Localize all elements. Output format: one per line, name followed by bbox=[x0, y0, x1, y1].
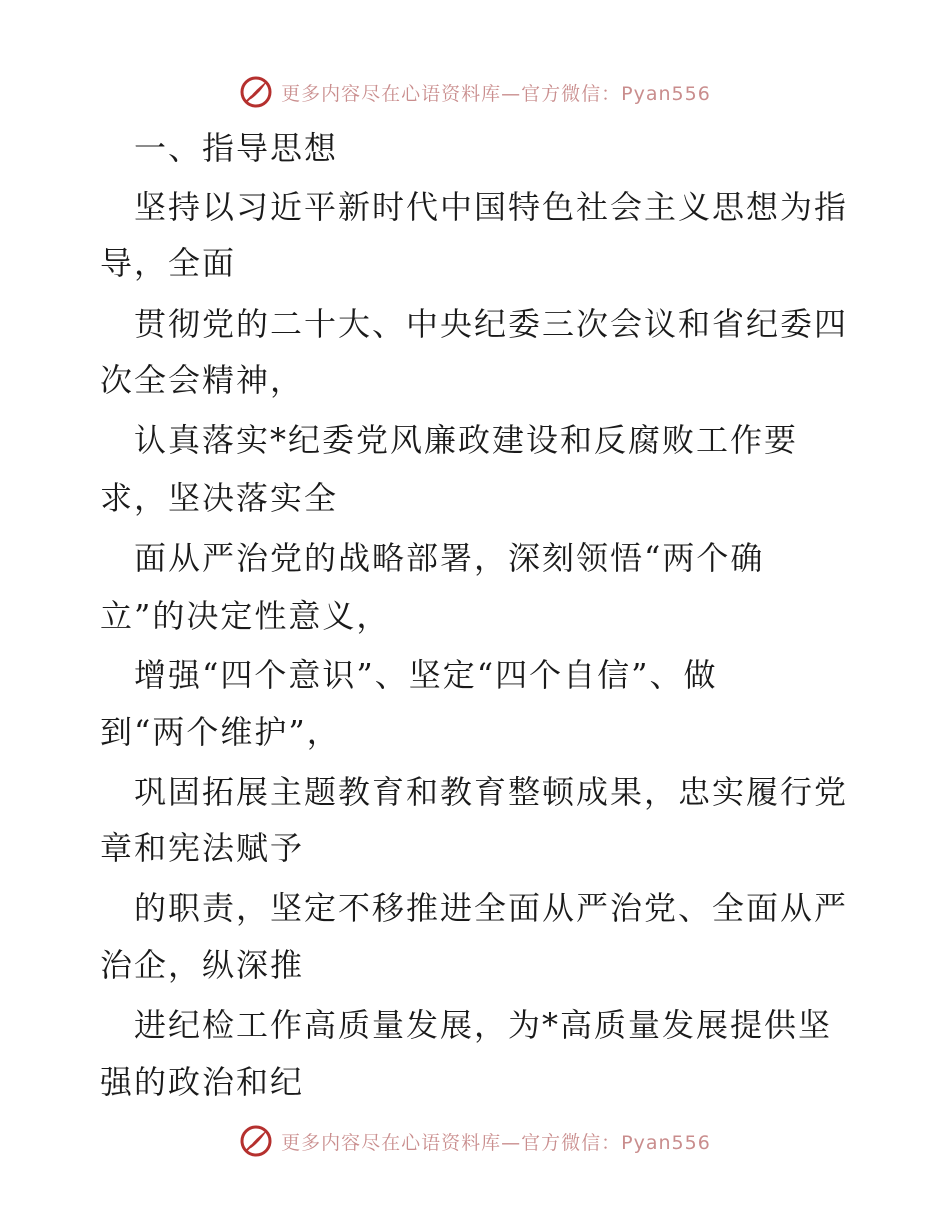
header-watermark bbox=[0, 72, 950, 112]
body-line: 贯彻党的二十大、中央纪委三次会议和省纪委四 bbox=[134, 305, 849, 343]
quill-logo-icon bbox=[239, 1124, 273, 1158]
body-line: 坚持以习近平新时代中国特色社会主义思想为指 bbox=[134, 188, 849, 226]
body-line: 治企，纵深推 bbox=[100, 946, 305, 984]
section-heading: 一、指导思想 bbox=[134, 129, 339, 167]
body-line: 进纪检工作高质量发展，为*高质量发展提供坚 bbox=[134, 1006, 833, 1044]
watermark-text: 更多内容尽在心语资料库—官方微信：Pyan556 bbox=[281, 1131, 711, 1154]
body-line: 到“两个维护”， bbox=[100, 713, 341, 751]
body-line: 面从严治党的战略部署，深刻领悟“两个确 bbox=[134, 539, 765, 577]
body-line: 认真落实*纪委党风廉政建设和反腐败工作要 bbox=[134, 421, 799, 459]
footer-watermark bbox=[0, 1121, 950, 1161]
body-line: 巩固拓展主题教育和教育整顿成果，忠实履行党 bbox=[134, 773, 849, 811]
body-line: 章和宪法赋予 bbox=[100, 829, 305, 867]
body-line: 增强“四个意识”、坚定“四个自信”、做 bbox=[134, 656, 718, 694]
body-line: 的职责，坚定不移推进全面从严治党、全面从严 bbox=[134, 889, 849, 927]
body-line: 立”的决定性意义， bbox=[100, 597, 391, 635]
body-line: 次全会精神， bbox=[100, 361, 305, 399]
body-line: 求，坚决落实全 bbox=[100, 479, 339, 517]
quill-logo-icon bbox=[239, 75, 273, 109]
body-line: 强的政治和纪 bbox=[100, 1063, 305, 1101]
body-line: 导，全面 bbox=[100, 244, 237, 282]
watermark-text: 更多内容尽在心语资料库—官方微信：Pyan556 bbox=[281, 82, 711, 105]
